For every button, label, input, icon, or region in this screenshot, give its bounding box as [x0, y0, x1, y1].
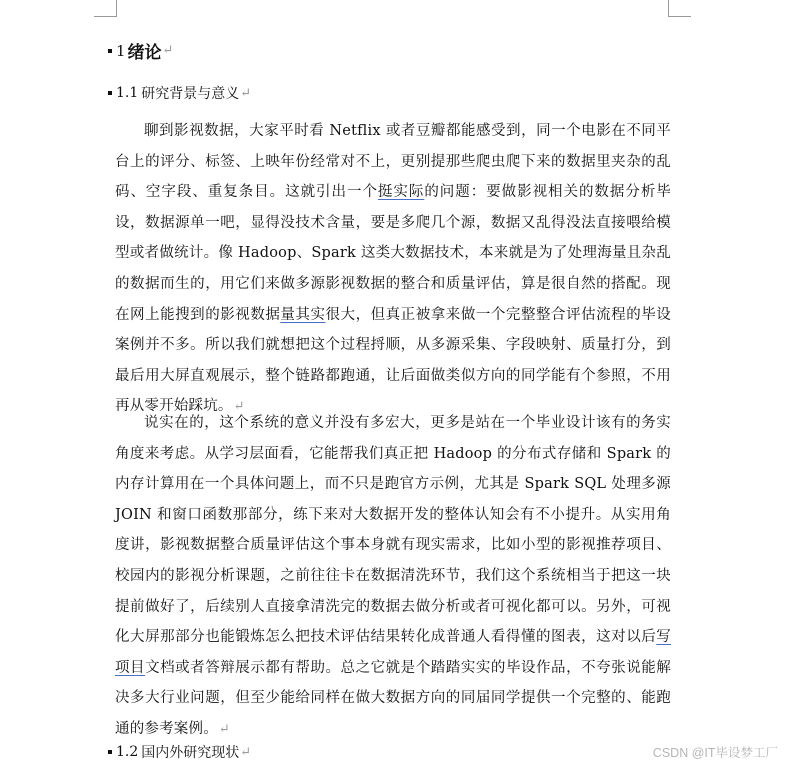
- watermark: CSDN @IT毕设梦工厂: [652, 746, 778, 760]
- heading-title: 国内外研究现状: [141, 745, 240, 761]
- paragraph-mark-icon: ↵: [162, 43, 174, 58]
- paragraph-text: 说实在的，这个系统的意义并没有多宏大，更多是站在一个毕业设计该有的务实角度来考虑。从学习层面看，它能帮我们真正把 Hadoop 的分布式存储和 Spark 的内存计算用在一个具体问题上，而不只是跑官方示例，尤其是 Spark SQL 处理多源 JOIN 和窗口函数那部分，练下来对大数据开发的整体认知会有不小提升。从实用角度讲，影视数据整合质量评估这个事本身就有现实需求，比如小型的影视推荐项目、校园内的影视分析课题，之前往往卡在数据清洗环节，我们这个系统相当于把这一块提前做好了，后续别人直接拿清洗完的数据去做分析或者可视化都可以。另外，可视化大屏那部分也能锻炼怎么把技术评估结果转化成普通人看得懂的图表，这对以后: [115, 415, 671, 646]
- crop-mark-top-left: [94, 0, 117, 17]
- underlined-text: 挺实际: [377, 184, 425, 201]
- heading-title: 绪论: [127, 43, 162, 63]
- heading-level1[interactable]: [108, 38, 173, 63]
- heading-number: 1: [116, 41, 126, 60]
- heading-bullet-icon: [108, 750, 112, 754]
- paragraph-mark-icon: ↵: [233, 399, 245, 415]
- paragraph-text: 聊到影视数据，大家平时看 Netflix 或者豆瓣都能感受到，同一个电影在不同平台上的评分、标签、上映年份经常对不上，更别提那些爬虫爬下来的数据里夹杂的乱码、空字段、重复条目。这就引出一个: [115, 123, 671, 201]
- heading-bullet-icon: [108, 91, 112, 95]
- paragraph-text: 文档或者答辩展示都有帮助。总之它就是个踏踏实实的毕设作品，不夸张说能解决多大行业问题，但至少能给同样在做大数据方向的同届同学提供一个完整的、能跑通的参考案例。: [115, 659, 671, 737]
- heading-level2-research-status[interactable]: [108, 742, 251, 762]
- paragraph-text: 的问题：要做影视相关的数据分析毕设，数据源单一吧，显得没技术含量，要是多爬几个源，数据又乱得没法直接喂给模型或者做统计。像 Hadoop、Spark 这类大数据技术，本来就是为了处理海量且杂乱的数据而生的，用它们来做多源影视数据的整合和质量评估，算是很自然的搭配。现在网上能搜到的影视数据: [115, 184, 671, 323]
- underlined-text: 量其实: [280, 306, 326, 323]
- heading-title: 研究背景与意义: [141, 86, 240, 102]
- heading-number: 1.2: [116, 744, 139, 760]
- heading-number: 1.1: [116, 85, 139, 101]
- paragraph-mark-icon: ↵: [240, 85, 252, 101]
- heading-bullet-icon: [108, 49, 112, 53]
- body-paragraph-1[interactable]: [115, 116, 671, 423]
- paragraph-mark-icon: ↵: [240, 744, 252, 760]
- crop-mark-top-right: [668, 0, 691, 17]
- underlined-text: 写项目: [115, 629, 671, 676]
- paragraph-mark-icon: ↵: [218, 721, 230, 737]
- heading-level2-background[interactable]: [108, 83, 251, 103]
- paragraph-text: 很大，但真正被拿来做一个完整整合评估流程的毕设案例并不多。所以我们就想把这个过程捋顺，从多源采集、字段映射、质量打分，到最后用大屏直观展示，整个链路都跑通，让后面做类似方向的同学能有个参照，不用再从零开始踩坑。: [115, 306, 671, 415]
- body-paragraph-2[interactable]: [115, 408, 671, 746]
